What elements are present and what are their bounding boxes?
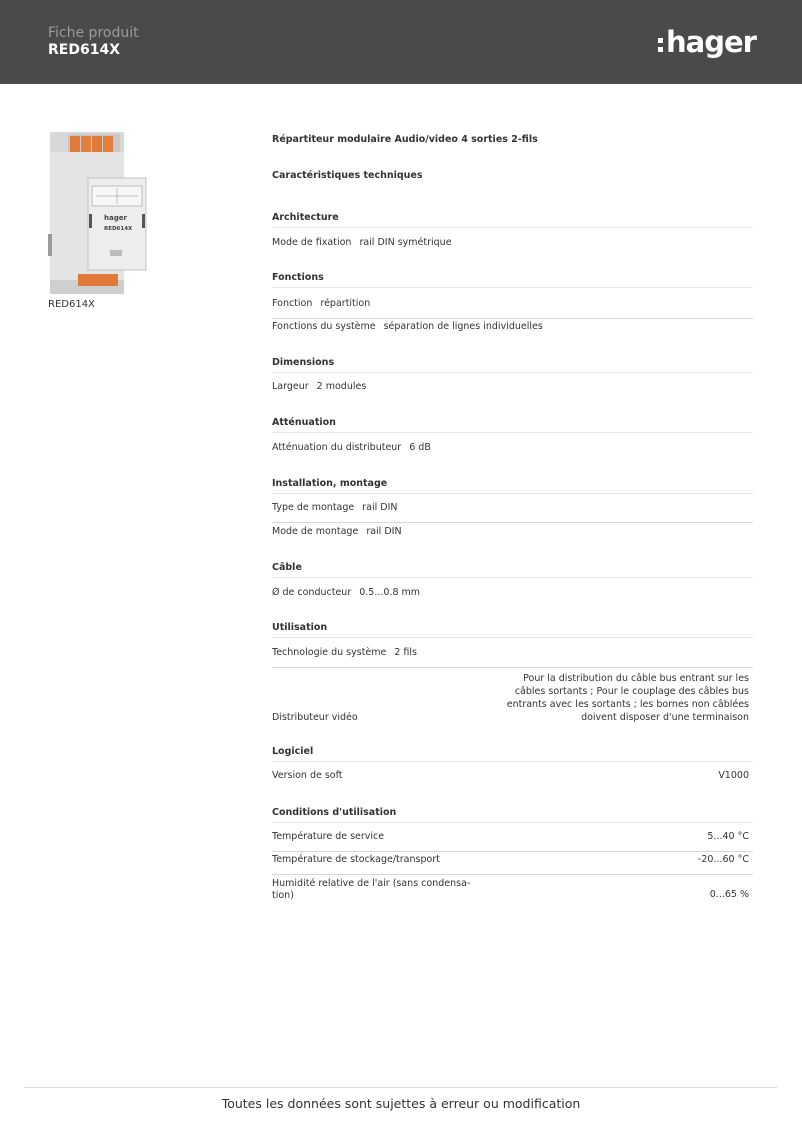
spec-row xyxy=(272,852,753,875)
section-architecture: Architecture xyxy=(272,212,753,228)
spec-row xyxy=(272,319,753,342)
spec-value: 6 dB xyxy=(409,442,431,453)
image-caption: RED614X xyxy=(48,299,95,310)
spec-row xyxy=(272,500,753,523)
spec-label: Technologie du système xyxy=(272,647,387,658)
section-installation: Installation, montage xyxy=(272,478,753,494)
spec-row xyxy=(272,645,753,668)
spec-value: V1000 xyxy=(718,770,749,781)
spec-row xyxy=(272,440,753,463)
spec-label: Ø de conducteur xyxy=(272,587,352,598)
spec-value: 2 modules xyxy=(316,381,367,392)
footer-disclaimer: Toutes les données sont sujettes à erreur ou modification xyxy=(221,1096,581,1111)
spec-row xyxy=(272,668,753,726)
section-cable: Câble xyxy=(272,562,753,578)
spec-label: Version de soft xyxy=(272,770,343,781)
header-subtitle: Fiche produit xyxy=(48,25,139,41)
spec-label: Humidité relative de l'air (sans condensa-tion) xyxy=(272,878,471,901)
spec-row xyxy=(272,829,753,852)
hager-logo xyxy=(658,22,756,62)
spec-label: Fonctions du système xyxy=(272,321,376,332)
spec-label: Température de service xyxy=(272,831,385,842)
section-utilisation: Utilisation xyxy=(272,622,753,638)
spec-row xyxy=(272,296,753,319)
spec-value: 0...65 % xyxy=(709,889,749,900)
spec-value: 0.5...0.8 mm xyxy=(359,587,421,598)
spec-value: rail DIN symétrique xyxy=(359,237,452,248)
spec-label: Fonction xyxy=(272,298,313,309)
spec-label: Type de montage xyxy=(272,502,355,513)
spec-label: Température de stockage/transport xyxy=(272,854,440,865)
spec-value: 2 fils xyxy=(394,647,417,658)
logo-dots-icon xyxy=(658,38,663,52)
spec-value: séparation de lignes individuelles xyxy=(383,321,543,332)
section-dimensions: Dimensions xyxy=(272,357,753,373)
logo-wordmark: hager xyxy=(666,25,756,59)
footer-divider xyxy=(24,1087,777,1088)
spec-value: Pour la distribution du câble bus entrant sur les câbles sortants ; Pour le couplage des câbles bus entrants avec les sortants ; les bornes non câblées doivent disposer d'une terminaison xyxy=(506,673,749,723)
product-image xyxy=(48,132,148,294)
spec-row xyxy=(272,235,753,258)
spec-label: Mode de montage xyxy=(272,526,359,537)
spec-label: Distributeur vidéo xyxy=(272,712,358,723)
tech-characteristics-title: Caractéristiques techniques xyxy=(272,170,423,181)
spec-label: Atténuation du distributeur xyxy=(272,442,402,453)
device-brand-label: hager xyxy=(104,214,127,222)
spec-label: Mode de fixation xyxy=(272,237,352,248)
section-logiciel: Logiciel xyxy=(272,746,753,762)
spec-row xyxy=(272,585,753,608)
spec-row xyxy=(272,768,753,791)
product-title: Répartiteur modulaire Audio/video 4 sorties 2-fils xyxy=(272,134,538,145)
spec-label: Largeur xyxy=(272,381,309,392)
header-title: RED614X xyxy=(48,42,120,58)
spec-value: rail DIN xyxy=(362,502,398,513)
page-header xyxy=(0,0,802,84)
section-conditions: Conditions d'utilisation xyxy=(272,807,753,823)
spec-row xyxy=(272,876,753,906)
spec-value: rail DIN xyxy=(366,526,402,537)
spec-value: -20...60 °C xyxy=(697,854,749,865)
spec-value: répartition xyxy=(320,298,371,309)
spec-row xyxy=(272,524,753,547)
device-model-label: RED614X xyxy=(104,226,133,232)
section-fonctions: Fonctions xyxy=(272,272,753,288)
spec-value: 5...40 °C xyxy=(707,831,749,842)
spec-row xyxy=(272,379,753,402)
section-attenuation: Atténuation xyxy=(272,417,753,433)
